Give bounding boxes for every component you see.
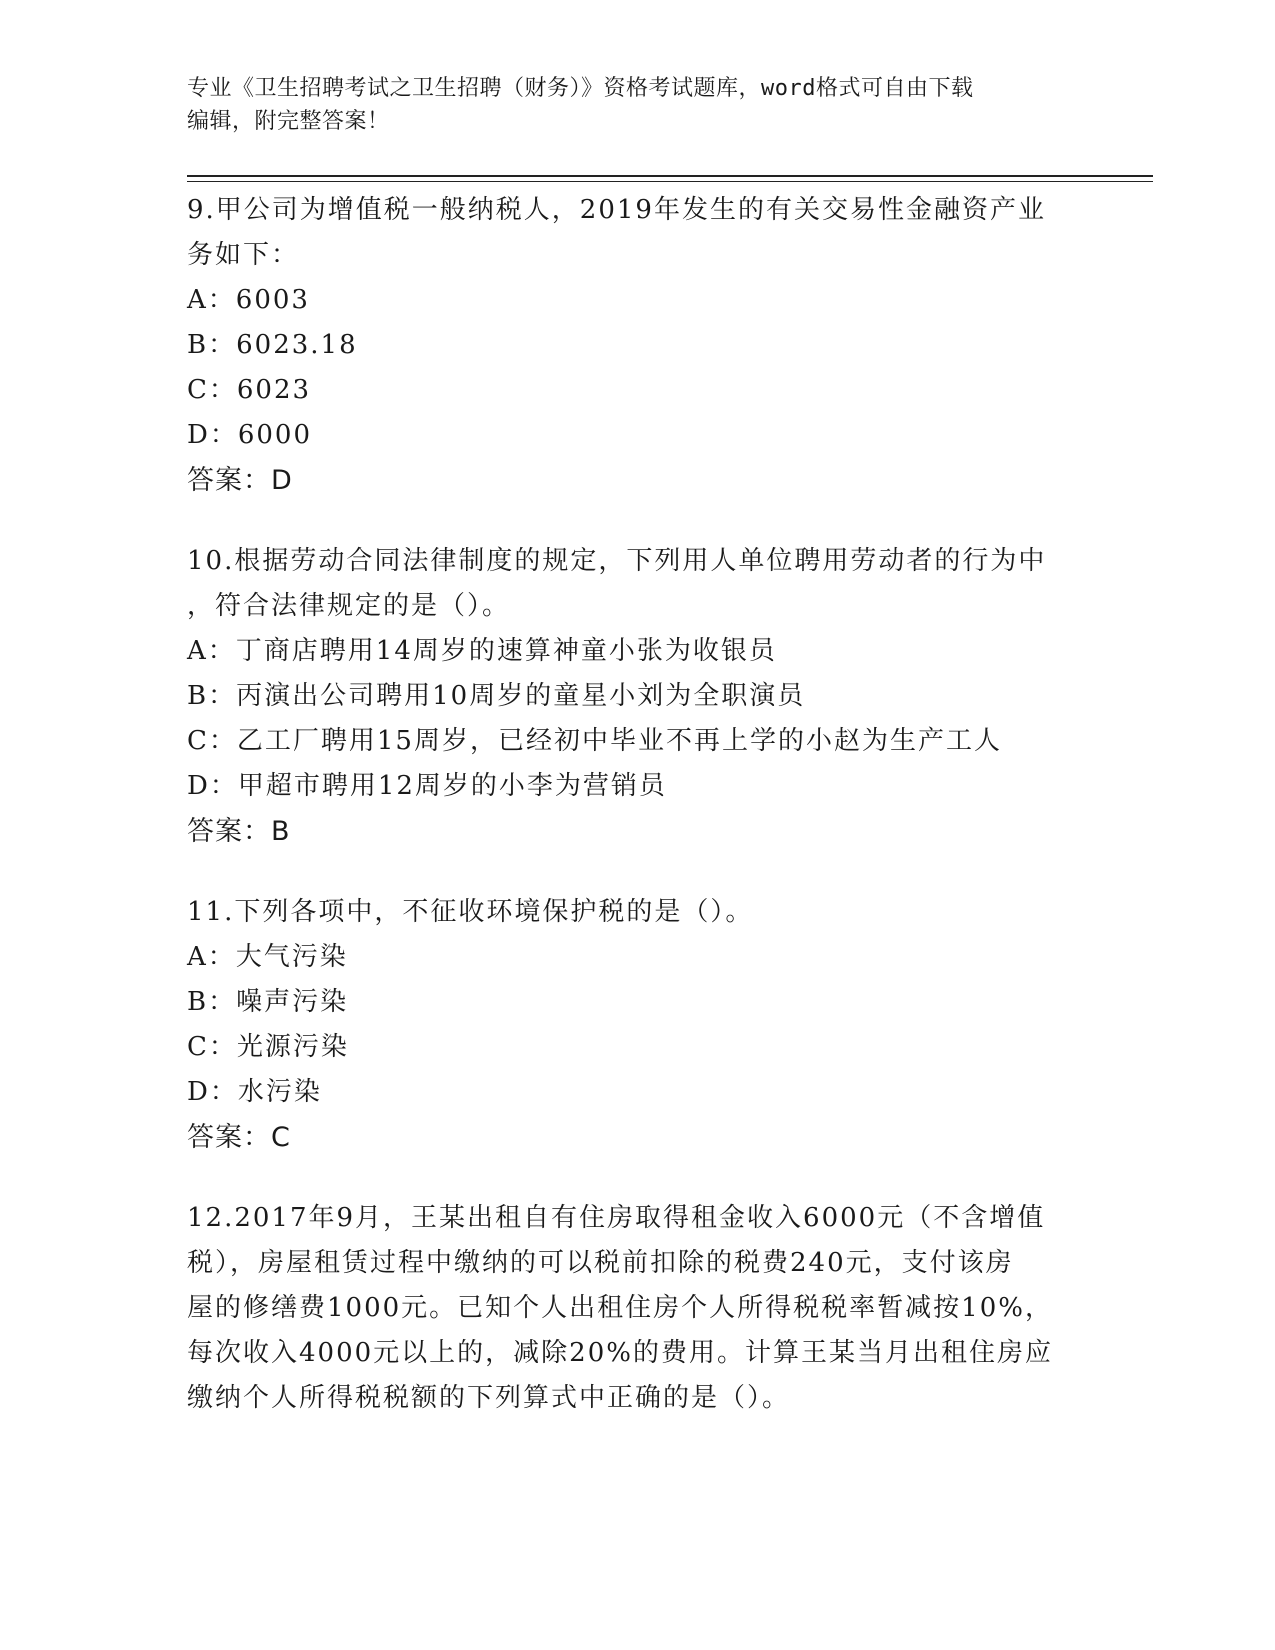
option-d: D：水污染 [187,1077,322,1107]
question-stem-line: 税），房屋租赁过程中缴纳的可以税前扣除的税费240元，支付该房 [187,1248,1014,1278]
option-c: C：乙工厂聘用15周岁，已经初中毕业不再上学的小赵为生产工人 [187,726,1002,756]
option-b: B：丙演出公司聘用10周岁的童星小刘为全职演员 [187,681,806,711]
header-divider-thin [187,181,1153,182]
header-line-2: 编辑，附完整答案！ [187,109,390,134]
option-d: D：甲超市聘用12周岁的小李为营销员 [187,771,667,801]
option-a: A：6003 [187,285,310,315]
question-stem-line: 缴纳个人所得税税额的下列算式中正确的是（）。 [187,1383,791,1413]
option-b: B：噪声污染 [187,987,349,1017]
answer: 答案：B [187,816,291,847]
question-stem-line: 每次收入4000元以上的，减除20%的费用。计算王某当月出租住房应 [187,1338,1053,1368]
question-9 [187,188,1087,503]
question-stem-line: 11.下列各项中，不征收环境保护税的是（）。 [187,897,754,927]
answer: 答案：C [187,1122,291,1153]
question-10 [187,539,1087,854]
option-a: A：丁商店聘用14周岁的速算神童小张为收银员 [187,636,777,666]
option-d: D：6000 [187,420,313,450]
question-stem-line: ，符合法律规定的是（）。 [187,591,511,621]
question-12 [187,1196,1087,1421]
question-list [187,188,1087,1421]
header-line-1: 专业《卫生招聘考试之卫生招聘（财务）》资格考试题库，word格式可自由下载 [187,76,974,101]
question-stem-line: 12.2017年9月，王某出租自有住房取得租金收入6000元（不含增值 [187,1203,1046,1233]
option-a: A：大气污染 [187,942,348,972]
option-c: C：光源污染 [187,1032,349,1062]
question-stem-line: 屋的修缮费1000元。已知个人出租住房个人所得税税率暂减按10%， [187,1293,1053,1323]
question-stem-line: 9.甲公司为增值税一般纳税人，2019年发生的有关交易性金融资产业 [187,195,1046,225]
question-11 [187,890,1087,1160]
answer: 答案：D [187,465,293,496]
option-b: B：6023.18 [187,330,358,360]
header-divider-thick [187,175,1153,177]
question-stem-line: 10.根据劳动合同法律制度的规定，下列用人单位聘用劳动者的行为中 [187,546,1047,576]
document-header [187,72,1067,138]
option-c: C：6023 [187,375,312,405]
question-stem-line: 务如下： [187,240,300,270]
